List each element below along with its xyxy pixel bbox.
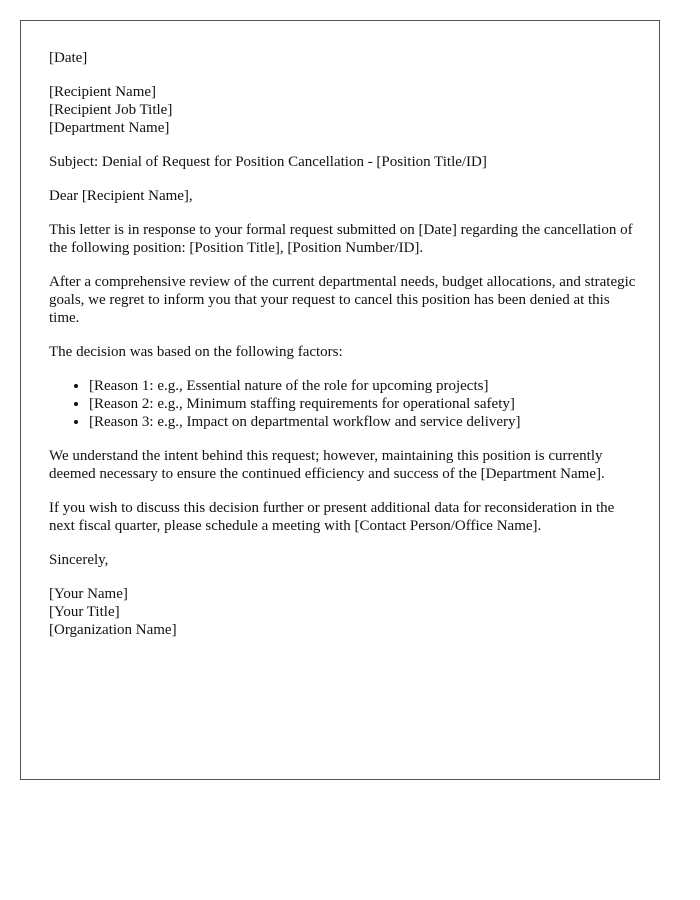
body-paragraph-contact: If you wish to discuss this decision further or present additional data for reconsideration in the next fiscal quarter, please schedule a meeting with [Contact Person/Office Name]. xyxy=(49,500,615,534)
letter-sign-off: Sincerely, xyxy=(49,552,109,568)
letter-salutation: Dear [Recipient Name], xyxy=(49,188,193,204)
body-paragraph-request: This letter is in response to your formal request submitted on [Date] regarding the cancellation of the following position: [Position Title], [Position Number/ID]. xyxy=(49,222,633,256)
recipient-name: [Recipient Name] xyxy=(49,84,157,100)
reasons-list xyxy=(49,377,639,431)
reason-item: • [Reason 2: e.g., Minimum staffing requirements for operational safety] xyxy=(89,395,639,413)
recipient-job-title: [Recipient Job Title] xyxy=(49,102,173,118)
body-paragraph-decision: After a comprehensive review of the current departmental needs, budget allocations, and strategic goals, we regret to inform you that your request to cancel this position has been denied at this time. xyxy=(49,274,636,326)
letter-date: [Date] xyxy=(49,50,88,66)
letter-subject: Subject: Denial of Request for Position Cancellation - [Position Title/ID] xyxy=(49,154,487,170)
reason-item: • [Reason 3: e.g., Impact on departmental workflow and service delivery] xyxy=(89,413,639,431)
signature-organization: [Organization Name] xyxy=(49,622,177,638)
letter-content xyxy=(49,49,639,655)
recipient-department: [Department Name] xyxy=(49,120,170,136)
signature-name: [Your Name] xyxy=(49,586,128,602)
body-paragraph-factors-intro: The decision was based on the following factors: xyxy=(49,344,343,360)
signature-block xyxy=(49,585,639,639)
body-paragraph-understanding: We understand the intent behind this request; however, maintaining this position is currently deemed necessary to ensure the continued efficiency and success of the [Department Name]. xyxy=(49,448,605,482)
reason-item: • [Reason 1: e.g., Essential nature of the role for upcoming projects] xyxy=(89,377,639,395)
letter-page xyxy=(20,20,660,780)
recipient-block xyxy=(49,83,639,137)
signature-title: [Your Title] xyxy=(49,604,120,620)
